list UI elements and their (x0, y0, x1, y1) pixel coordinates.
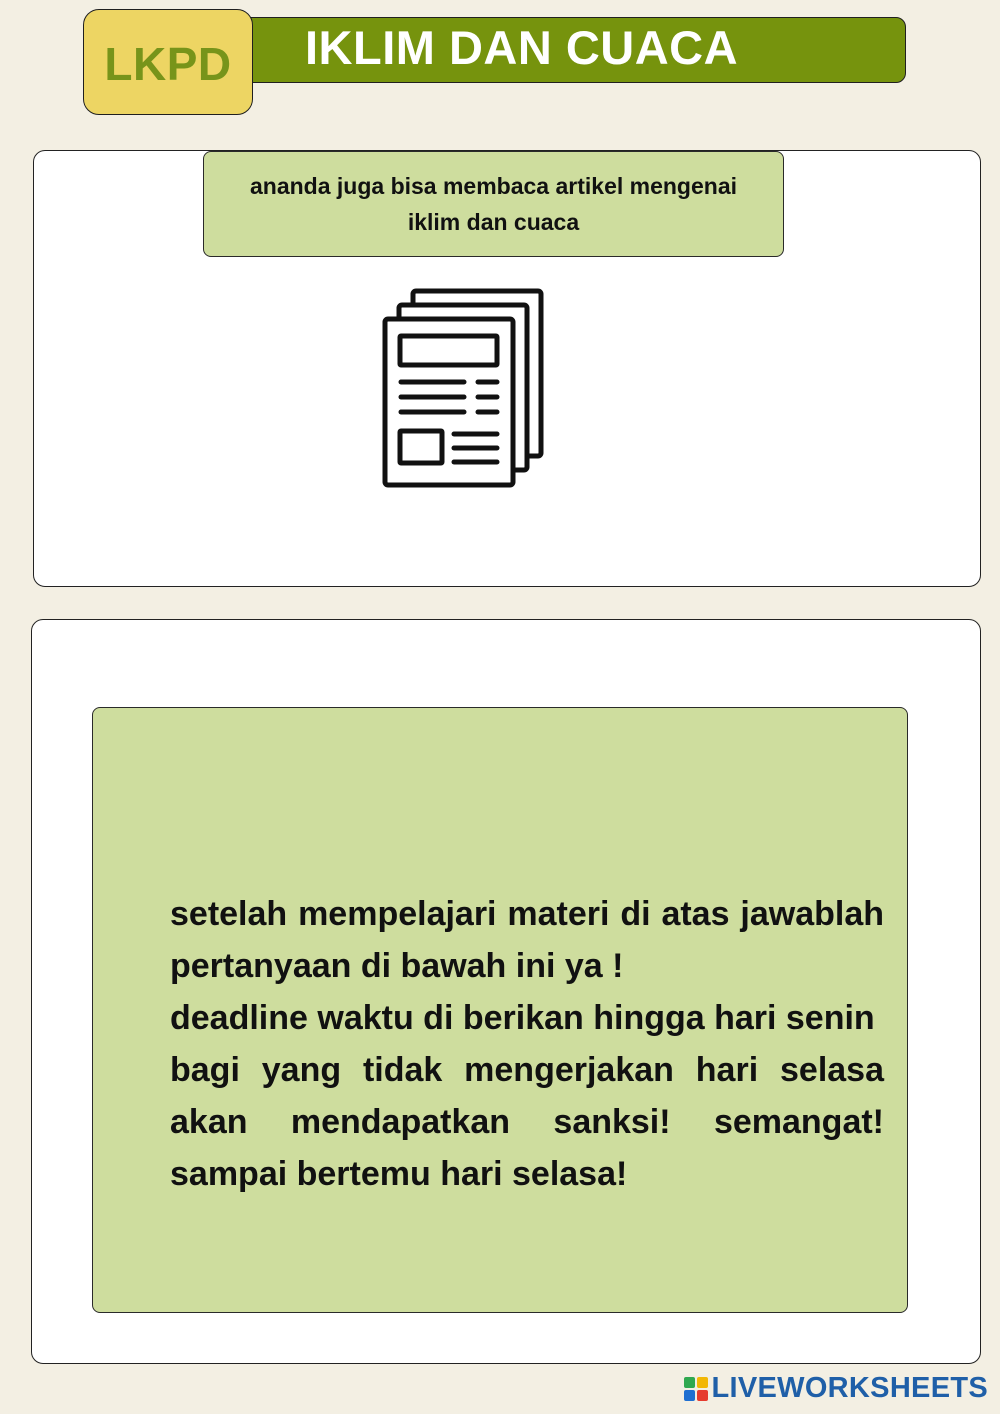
instruction-text (170, 888, 884, 1200)
instruction-line: sampai bertemu hari selasa! (170, 1155, 628, 1193)
article-note-text: ananda juga bisa membaca artikel mengenai iklim dan cuaca (249, 173, 738, 235)
newspaper-icon (380, 288, 546, 490)
lkpd-badge (83, 9, 253, 115)
liveworksheets-logo-icon (683, 1376, 709, 1402)
liveworksheets-brand (683, 1372, 989, 1405)
instruction-line: akan mendapatkan sanksi! semangat! (170, 1103, 884, 1141)
article-note (203, 151, 784, 257)
instruction-line: pertanyaan di bawah ini ya ! (170, 947, 624, 985)
instruction-line: bagi yang tidak mengerjakan hari selasa (170, 1051, 884, 1089)
instruction-line: deadline waktu di berikan hingga hari senin (170, 999, 875, 1037)
page-title: IKLIM DAN CUACA (305, 21, 739, 74)
lkpd-badge-label: LKPD (104, 38, 232, 90)
liveworksheets-brand-text: LIVEWORKSHEETS (711, 1372, 988, 1404)
instruction-line: setelah mempelajari materi di atas jawablah (170, 895, 884, 933)
